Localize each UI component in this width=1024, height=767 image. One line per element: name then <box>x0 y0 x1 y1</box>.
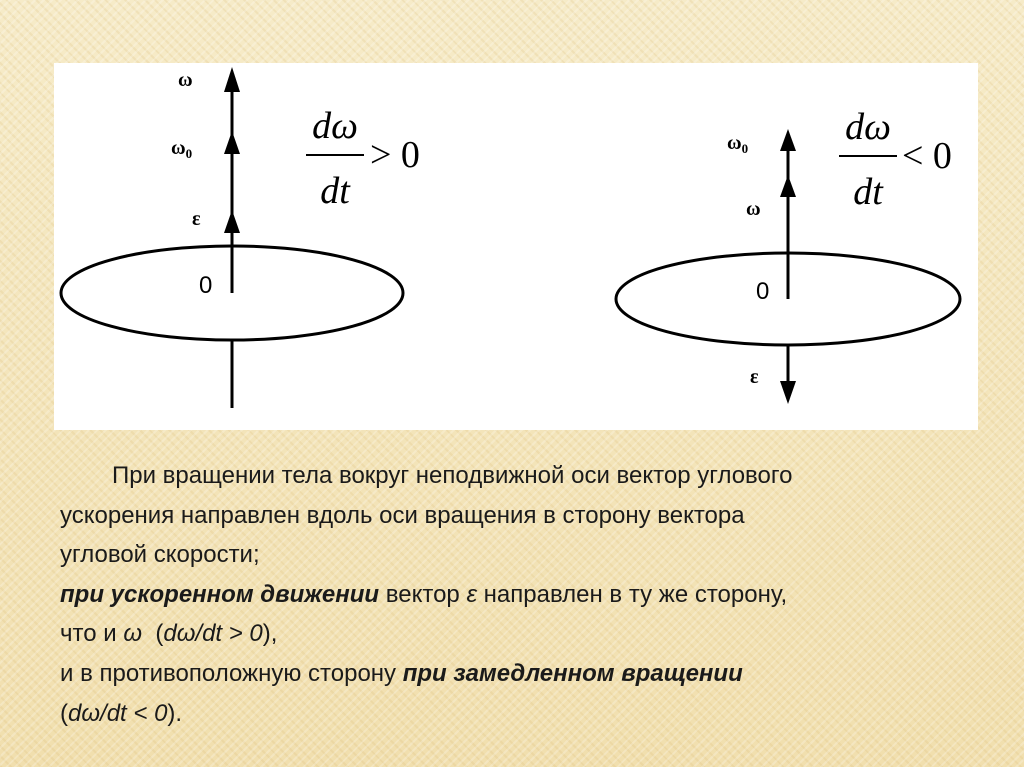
explanation-text <box>60 456 990 733</box>
right-omega0-arrowhead <box>780 129 796 151</box>
left-omega-arrowhead <box>224 67 240 92</box>
right-omega0-label: $\omega_0$ <box>727 132 749 156</box>
decelerated-rotation-phrase: при замедленном вращении <box>402 659 743 687</box>
accelerated-motion-phrase: при ускоренном движении <box>60 580 380 608</box>
text-line-3: угловой скорости; <box>60 541 260 569</box>
right-formula <box>839 106 952 213</box>
negative-derivative-expr: dω/dt < 0 <box>68 699 168 727</box>
text-line-6: и в противоположную сторону при замедленном вращении <box>60 659 743 687</box>
text-line-2: ускорения направлен вдоль оси вращения в сторону вектора <box>60 501 745 529</box>
right-formula-denominator: dt <box>853 171 883 213</box>
left-omega-label: ω <box>178 69 193 91</box>
omega-symbol: ω <box>123 620 143 648</box>
epsilon-symbol: ε <box>466 580 477 608</box>
right-origin-label: 0 <box>756 278 770 305</box>
right-formula-relation: < 0 <box>902 135 952 177</box>
diagram-panel <box>54 63 978 430</box>
left-formula-relation: > 0 <box>370 134 420 176</box>
left-omega0-label: $\omega_0$ <box>171 137 193 161</box>
right-omega-label: ω <box>746 198 761 220</box>
text-line-1: При вращении тела вокруг неподвижной оси вектор углового <box>112 462 793 489</box>
left-epsilon-arrowhead <box>224 210 240 233</box>
positive-derivative-expr: dω/dt > 0 <box>163 620 263 648</box>
right-diagram <box>616 106 960 404</box>
left-epsilon-label: ε <box>192 208 201 230</box>
left-origin-label: 0 <box>199 272 213 299</box>
left-formula-numerator: dω <box>312 105 358 147</box>
left-formula <box>306 105 420 212</box>
left-formula-denominator: dt <box>320 170 350 212</box>
text-line-5: что и ω (dω/dt > 0), <box>60 620 278 648</box>
right-epsilon-label: ε <box>750 366 759 388</box>
rotation-diagram <box>54 63 978 430</box>
right-formula-numerator: dω <box>845 106 891 148</box>
left-omega0-arrowhead <box>224 131 240 154</box>
text-line-4: при ускоренном движении вектор ε направлен в ту же сторону, <box>60 580 788 608</box>
text-line-7: (dω/dt < 0). <box>60 699 183 727</box>
left-diagram <box>61 67 420 408</box>
right-omega-arrowhead <box>780 175 796 197</box>
right-epsilon-arrowhead <box>780 381 796 404</box>
